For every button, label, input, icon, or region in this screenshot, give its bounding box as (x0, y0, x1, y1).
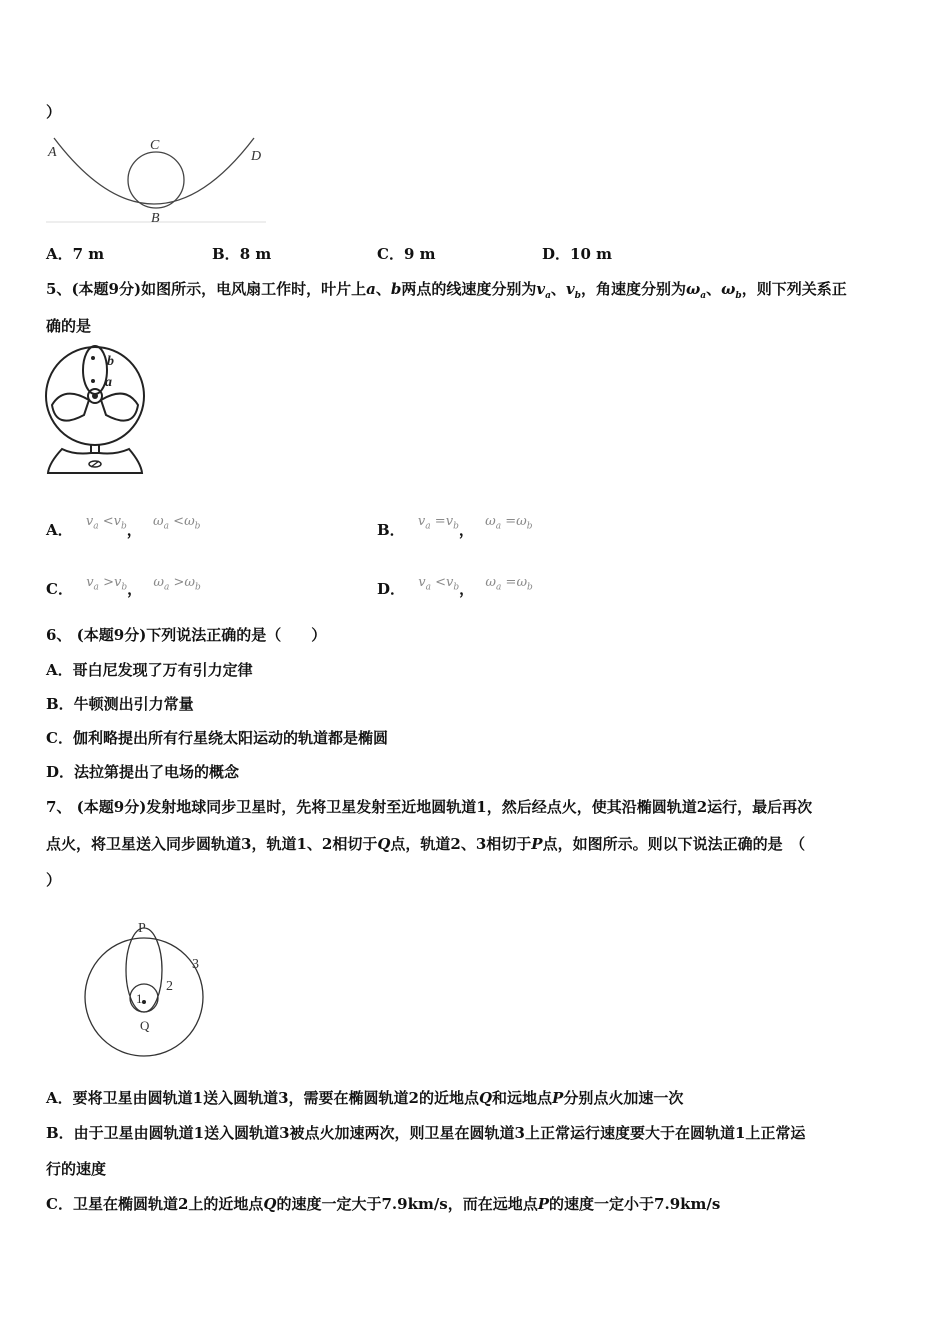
q5-option-a-omega: $\omega_a <\omega_b$ (153, 514, 201, 532)
q6-stem: 6、 (本题9分)下列说法正确的是（ ） (46, 626, 327, 644)
q4-option-d[interactable]: D．10 m (542, 245, 612, 263)
q5-option-d-velocity: $v_a <v_b$ (418, 575, 460, 593)
q4-label-b: B (151, 211, 160, 226)
q5-option-a[interactable]: A． $v_a <v_b$， $\omega_a <\omega_b$ (46, 514, 201, 539)
q4-label-c: C (150, 138, 160, 153)
q7-option-a[interactable]: A．要将卫星由圆轨道1送入圆轨道3，需要在椭圆轨道2的近地点Q和远地点P分别点火加速一次 (46, 1089, 684, 1107)
q7-label-p: P (138, 921, 146, 936)
q5-option-b[interactable]: B． $v_a =v_b$， $\omega_a =\omega_b$ (377, 514, 533, 539)
q6-option-d[interactable]: D．法拉第提出了电场的概念 (46, 763, 240, 781)
q7-label-3: 3 (192, 957, 199, 972)
q7-label-2: 2 (166, 979, 173, 994)
q5-option-c-omega: $\omega_a >\omega_b$ (153, 575, 201, 593)
q5-option-a-velocity: $v_a <v_b$ (85, 514, 127, 532)
q5-option-c[interactable]: C． $v_a >v_b$， $\omega_a >\omega_b$ (46, 575, 201, 598)
q7-option-c[interactable]: C．卫星在椭圆轨道2上的近地点Q的速度一定大于7.9km/s，而在远地点P的速度一定小于7.9km/s (46, 1195, 721, 1213)
q5-option-d-omega: $\omega_a =\omega_b$ (485, 575, 533, 593)
q4-label-d: D (251, 149, 262, 164)
q4-track-figure (44, 130, 274, 230)
q5-option-c-velocity: $v_a >v_b$ (86, 575, 128, 593)
q5-label-b: b (107, 354, 114, 369)
q4-option-b[interactable]: B．8 m (212, 245, 272, 263)
q5-label-a: a (105, 375, 112, 390)
q4-closing-paren: ） (46, 103, 62, 121)
q7-stem-line1: 7、 (本题9分)发射地球同步卫星时，先将卫星发射至近地圆轨道1，然后经点火，使其沿椭圆轨道2运行，最后再次 (46, 798, 813, 816)
q4-option-c[interactable]: C．9 m (377, 245, 436, 263)
q6-option-c[interactable]: C．伽利略提出所有行星绕太阳运动的轨道都是椭圆 (46, 729, 388, 747)
q5-option-b-omega: $\omega_a =\omega_b$ (485, 514, 533, 532)
q7-stem-line3: ） (46, 871, 62, 889)
q5-stem-line2: 确的是 (46, 317, 92, 335)
q7-label-1: 1 (136, 991, 143, 1006)
q5-option-b-velocity: $v_a =v_b$ (417, 514, 459, 532)
q4-option-a[interactable]: A．7 m (46, 245, 105, 263)
q5-stem-line1: 5、(本题9分)如图所示，电风扇工作时，叶片上a、b两点的线速度分别为$v_a$、$v_b$，角速度分别为$\omega_a$、$\omega_b$，则下列关系正 (46, 280, 847, 301)
q6-option-b[interactable]: B．牛顿测出引力常量 (46, 695, 194, 713)
q7-option-b-line2[interactable]: 行的速度 (46, 1160, 107, 1178)
q6-option-a[interactable]: A．哥白尼发现了万有引力定律 (46, 661, 253, 679)
q7-option-b-line1[interactable]: B．由于卫星由圆轨道1送入圆轨道3被点火加速两次，则卫星在圆轨道3上正常运行速度要大于在圆轨道1上正常运 (46, 1124, 806, 1142)
q7-label-q: Q (140, 1018, 150, 1033)
q5-option-d[interactable]: D． $v_a <v_b$， $\omega_a =\omega_b$ (377, 575, 533, 598)
q7-stem-line2: 点火，将卫星送入同步圆轨道3，轨道1、2相切于Q点，轨道2、3相切于P点，如图所示。则以下说法正确的是 （ (46, 835, 806, 853)
q7-orbit-figure (80, 914, 220, 1064)
q5-fan-figure (44, 345, 154, 480)
q4-label-a: A (48, 145, 57, 160)
